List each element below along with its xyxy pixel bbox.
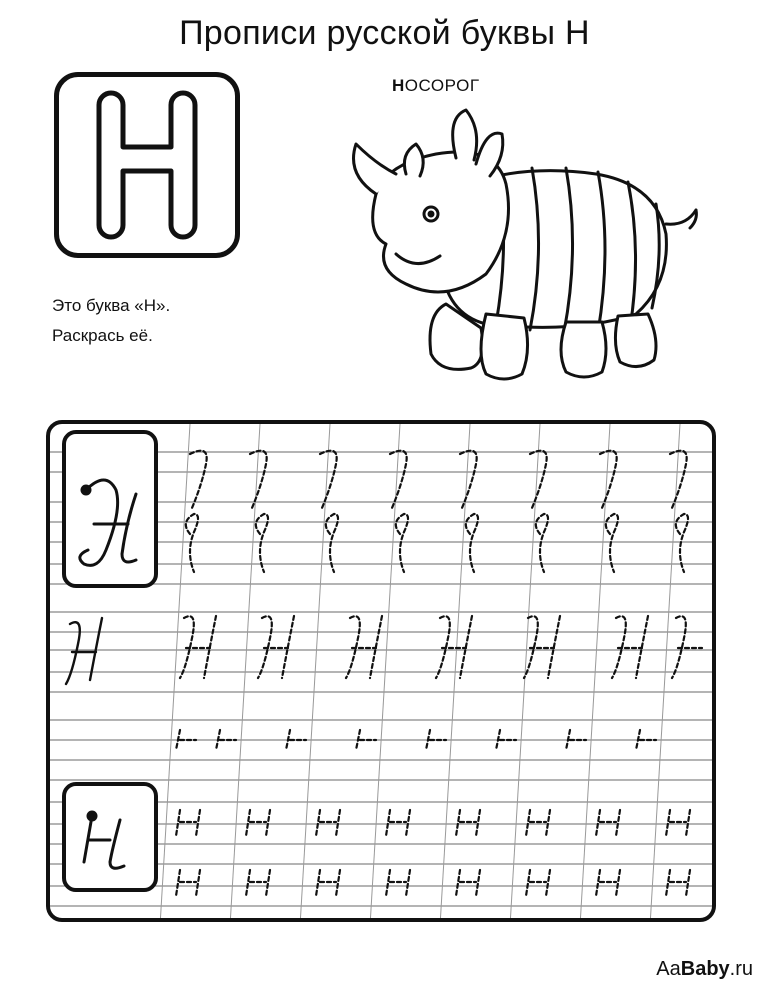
word-rest: ОСОРОГ: [404, 76, 480, 95]
practice-sheet: [46, 420, 716, 922]
cursive-lowercase-n: [66, 786, 154, 888]
outlined-letter-n: [59, 77, 235, 253]
sample-lowercase-box: [62, 782, 158, 892]
big-letter-box: [54, 72, 240, 258]
instruction-line-1: Это буква «Н».: [52, 296, 171, 315]
sample-capital-box: [62, 430, 158, 588]
rhino-icon: [336, 104, 706, 394]
word-label: [392, 76, 480, 96]
cursive-capital-n: [66, 434, 154, 584]
instruction-line-2: Раскрась её.: [52, 326, 153, 345]
page-title: Прописи русской буквы Н: [179, 14, 590, 52]
word-first-letter: Н: [392, 76, 405, 95]
brand-logo: AaBaby.ru: [656, 958, 753, 980]
